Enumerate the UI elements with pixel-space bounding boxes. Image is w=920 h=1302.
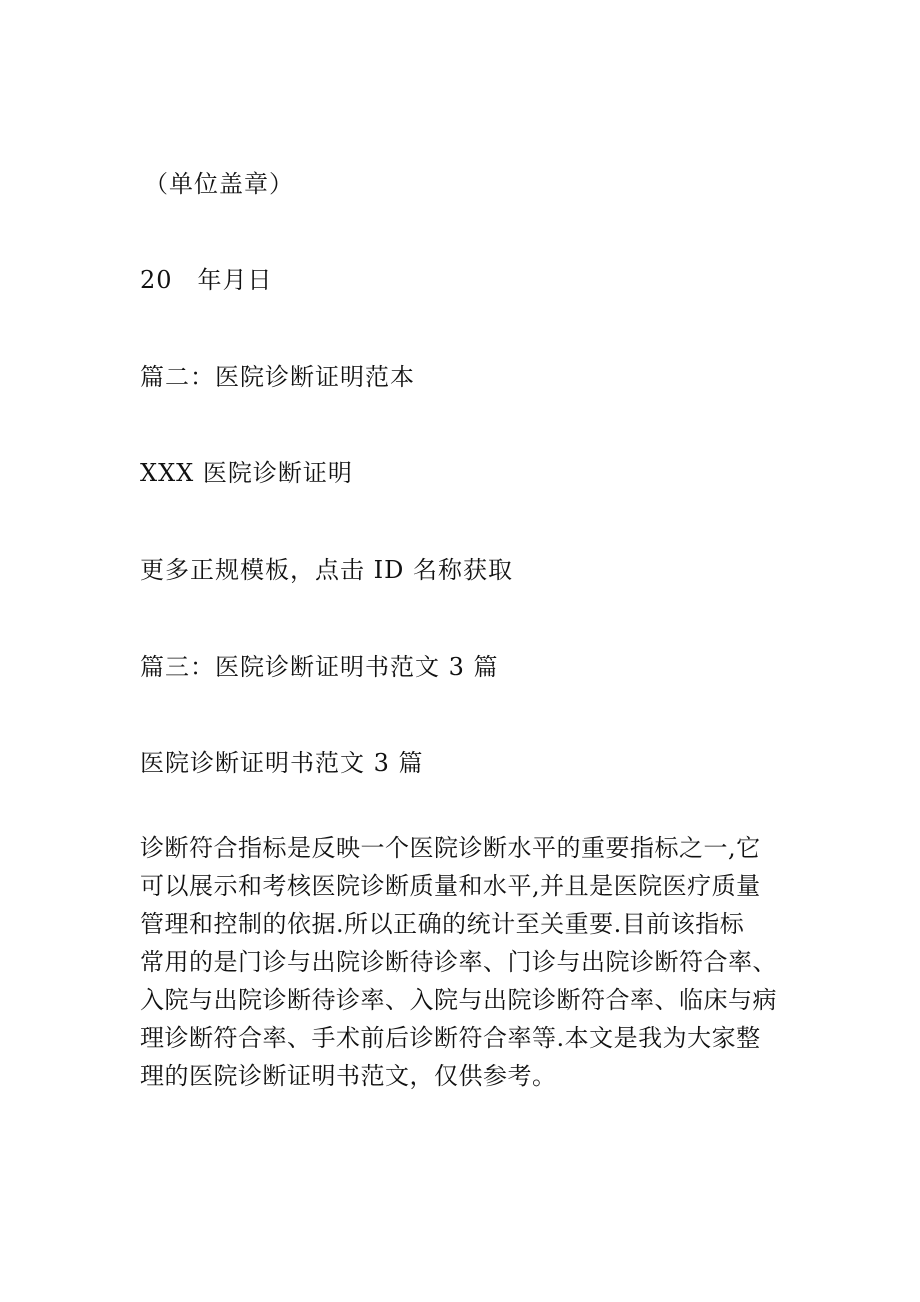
section-three-title: 医院诊断证明书范文 3 篇 [140,749,424,777]
section-two-title: XXX 医院诊断证明 [140,459,353,487]
body-line: 诊断符合指标是反映一个医院诊断水平的重要指标之一,它 [140,834,761,862]
body-line: 可以展示和考核医院诊断质量和水平,并且是医院医疗质量 [140,872,761,900]
section-two-heading: 篇二：医院诊断证明范本 [140,363,415,391]
seal-note: （单位盖章） [144,170,294,198]
body-line: 入院与出院诊断待诊率、入院与出院诊断符合率、临床与病 [140,986,777,1014]
body-line: 理诊断符合率、手术前后诊断符合率等.本文是我为大家整 [140,1024,761,1052]
body-line: 常用的是门诊与出院诊断待诊率、门诊与出院诊断符合率、 [140,948,777,976]
section-three-heading: 篇三：医院诊断证明书范文 3 篇 [140,653,499,681]
body-line: 理的医院诊断证明书范文，仅供参考。 [140,1062,557,1090]
more-templates-note: 更多正规模板，点击 ID 名称获取 [140,556,513,584]
body-paragraph [140,829,820,1095]
body-line: 管理和控制的依据.所以正确的统计至关重要.目前该指标 [140,910,745,938]
date-line: 20 年月日 [140,266,273,294]
